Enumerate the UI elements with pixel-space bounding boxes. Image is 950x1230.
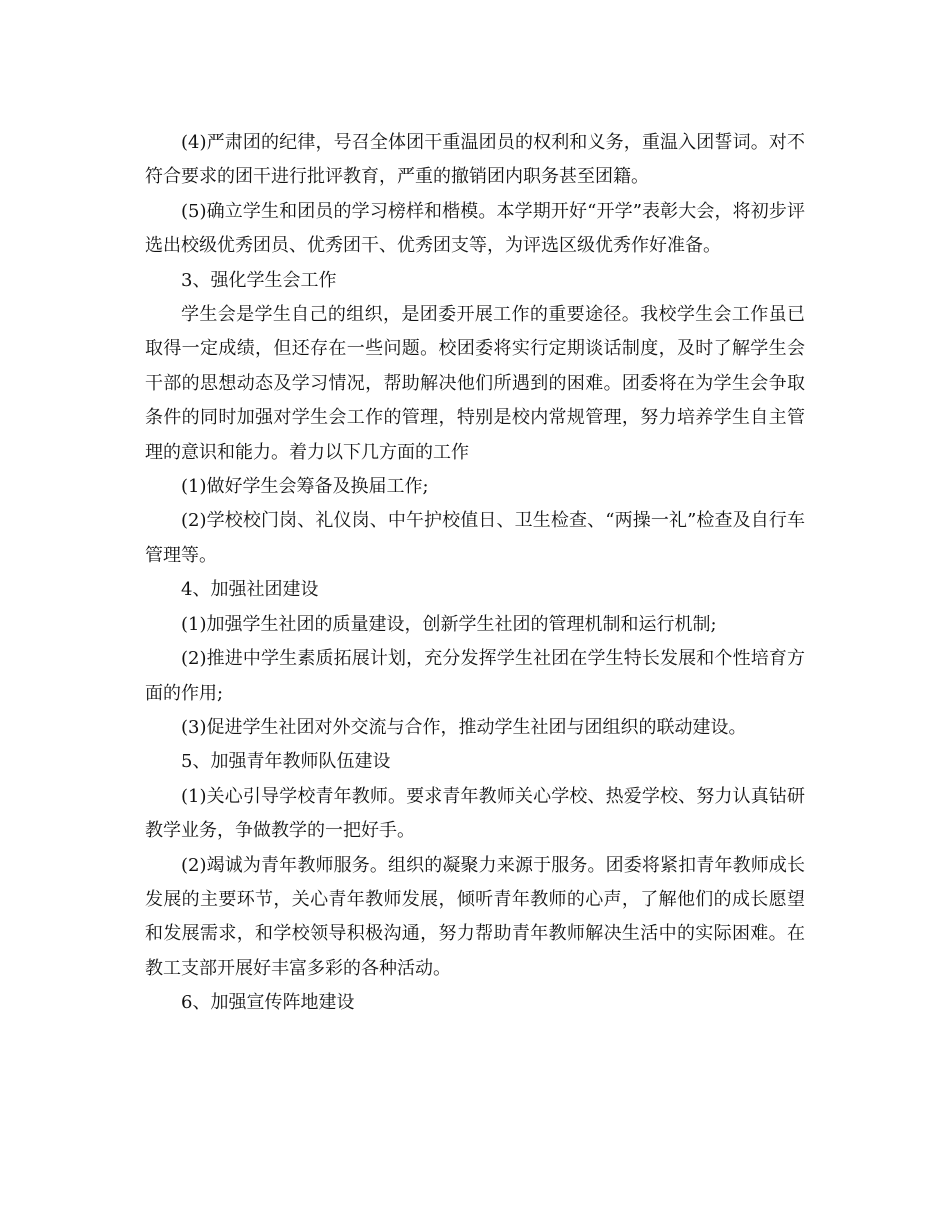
paragraph-item-1-union-election: (1)做好学生会筹备及换届工作; [181,476,429,498]
paragraph-item-2-quality-expansion: (2)推进中学生素质拓展计划，充分发挥学生社团在学生特长发展和个性培育方面的作用; [145,648,805,704]
section-heading-student-union: 3、强化学生会工作 [181,269,337,291]
paragraph-item-5-role-models: (5)确立学生和团员的学习榜样和楷模。本学期开好“开学”表彰大会，将初步评选出校级优秀团员、优秀团干、优秀团支等，为评选区级优秀作好准备。 [145,200,805,257]
paragraph-item-1-club-quality: (1)加强学生社团的质量建设，创新学生社团的管理机制和运行机制; [181,613,717,635]
paragraph-item-3-club-exchange: (3)促进学生社团对外交流与合作，推动学生社团与团组织的联动建设。 [181,716,747,738]
paragraph-item-4-discipline: (4)严肃团的纪律，号召全体团干重温团员的权利和义务，重温入团誓词。对不符合要求的团干进行批评教育，严重的撤销团内职务甚至团籍。 [145,132,805,188]
section-heading-clubs: 4、加强社团建设 [181,579,319,601]
paragraph-item-2-school-duties: (2)学校校门岗、礼仪岗、中午护校值日、卫生检查、“两操一礼”检查及自行车管理等。 [145,510,805,566]
paragraph-item-1-guide-teachers: (1)关心引导学校青年教师。要求青年教师关心学校、热爱学校、努力认真钻研教学业务，争做教学的一把好手。 [145,785,805,842]
document-body [145,126,805,1021]
paragraph-item-2-serve-teachers: (2)竭诚为青年教师服务。组织的凝聚力来源于服务。团委将紧扣青年教师成长发展的主要环节，关心青年教师发展，倾听青年教师的心声，了解他们的成长愿望和发展需求，和学校领导积极沟通，努力帮助青年教师解决生活中的实际困难。在教工支部开展好丰富多彩的各种活动。 [145,854,805,979]
section-heading-young-teachers: 5、加强青年教师队伍建设 [181,751,391,773]
paragraph-student-union-intro: 学生会是学生自己的组织，是团委开展工作的重要途径。我校学生会工作虽已取得一定成绩，但还存在一些问题。校团委将实行定期谈话制度，及时了解学生会干部的思想动态及学习情况，帮助解决他们所遇到的困难。团委将在为学生会争取条件的同时加强对学生会工作的管理，特别是校内常规管理，努力培养学生自主管理的意识和能力。着力以下几方面的工作 [145,304,805,463]
section-heading-publicity: 6、加强宣传阵地建设 [181,992,355,1014]
